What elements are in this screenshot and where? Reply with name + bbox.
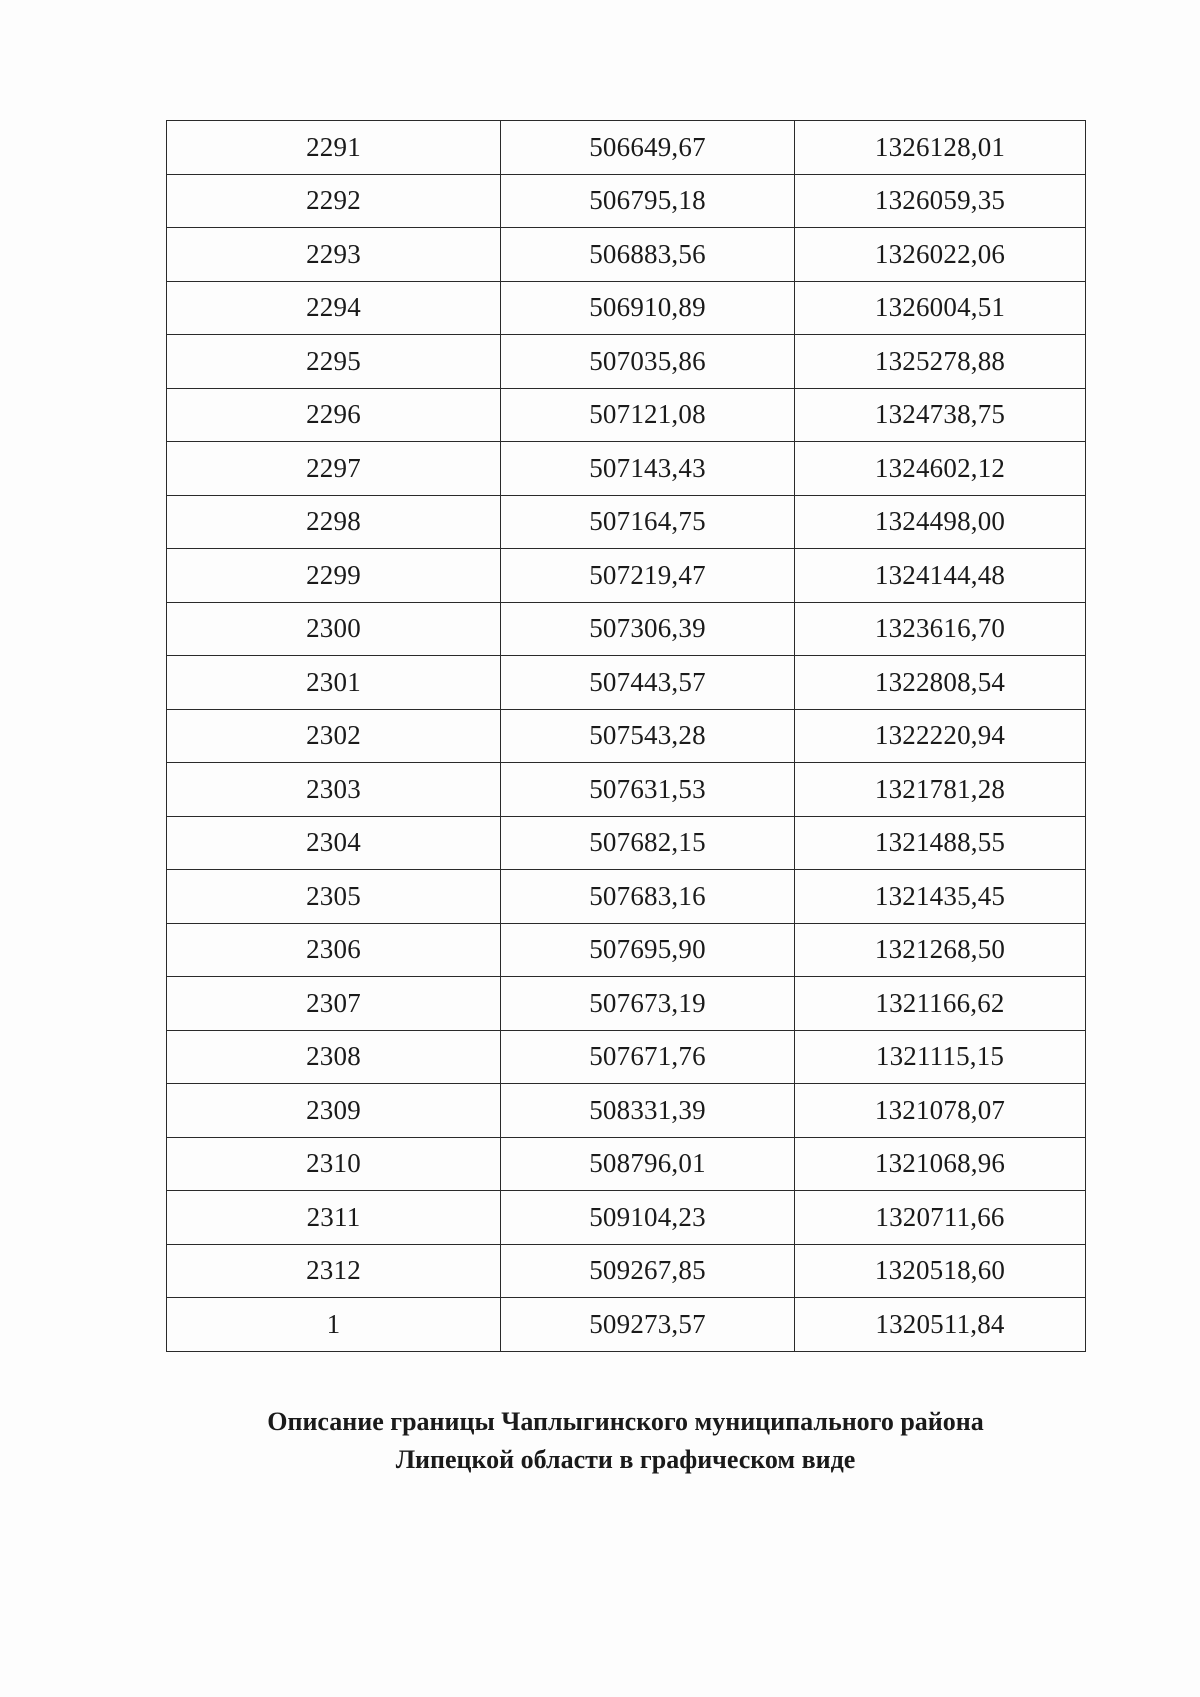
- section-caption: [166, 1403, 1085, 1479]
- point-number-cell: 2294: [167, 281, 501, 335]
- table-row: [167, 1084, 1086, 1138]
- x-coordinate-cell: 507306,39: [501, 602, 795, 656]
- point-number-cell: 1: [167, 1298, 501, 1352]
- y-coordinate-cell: 1326128,01: [795, 121, 1086, 175]
- x-coordinate-cell: 507035,86: [501, 335, 795, 389]
- x-coordinate-cell: 509273,57: [501, 1298, 795, 1352]
- x-coordinate-cell: 506883,56: [501, 228, 795, 282]
- table-row: [167, 549, 1086, 603]
- y-coordinate-cell: 1326059,35: [795, 174, 1086, 228]
- table-row: [167, 1137, 1086, 1191]
- table-row: [167, 1030, 1086, 1084]
- y-coordinate-cell: 1322220,94: [795, 709, 1086, 763]
- point-number-cell: 2303: [167, 763, 501, 817]
- x-coordinate-cell: 507543,28: [501, 709, 795, 763]
- point-number-cell: 2308: [167, 1030, 501, 1084]
- x-coordinate-cell: 507695,90: [501, 923, 795, 977]
- table-row: [167, 174, 1086, 228]
- table-row: [167, 1244, 1086, 1298]
- point-number-cell: 2296: [167, 388, 501, 442]
- table-row: [167, 602, 1086, 656]
- y-coordinate-cell: 1321781,28: [795, 763, 1086, 817]
- point-number-cell: 2292: [167, 174, 501, 228]
- x-coordinate-cell: 506910,89: [501, 281, 795, 335]
- table-row: [167, 228, 1086, 282]
- x-coordinate-cell: 509104,23: [501, 1191, 795, 1245]
- point-number-cell: 2312: [167, 1244, 501, 1298]
- x-coordinate-cell: 507164,75: [501, 495, 795, 549]
- point-number-cell: 2298: [167, 495, 501, 549]
- y-coordinate-cell: 1322808,54: [795, 656, 1086, 710]
- y-coordinate-cell: 1326004,51: [795, 281, 1086, 335]
- y-coordinate-cell: 1320518,60: [795, 1244, 1086, 1298]
- point-number-cell: 2307: [167, 977, 501, 1031]
- x-coordinate-cell: 508331,39: [501, 1084, 795, 1138]
- x-coordinate-cell: 506649,67: [501, 121, 795, 175]
- point-number-cell: 2300: [167, 602, 501, 656]
- point-number-cell: 2293: [167, 228, 501, 282]
- x-coordinate-cell: 506795,18: [501, 174, 795, 228]
- caption-line-2: Липецкой области в графическом виде: [395, 1445, 856, 1474]
- table-row: [167, 656, 1086, 710]
- coordinates-table-body: [167, 121, 1086, 1352]
- table-row: [167, 870, 1086, 924]
- y-coordinate-cell: 1324738,75: [795, 388, 1086, 442]
- coordinates-table: [166, 120, 1086, 1352]
- y-coordinate-cell: 1321068,96: [795, 1137, 1086, 1191]
- y-coordinate-cell: 1323616,70: [795, 602, 1086, 656]
- y-coordinate-cell: 1320711,66: [795, 1191, 1086, 1245]
- point-number-cell: 2301: [167, 656, 501, 710]
- y-coordinate-cell: 1321435,45: [795, 870, 1086, 924]
- y-coordinate-cell: 1320511,84: [795, 1298, 1086, 1352]
- y-coordinate-cell: 1321268,50: [795, 923, 1086, 977]
- x-coordinate-cell: 507121,08: [501, 388, 795, 442]
- y-coordinate-cell: 1321078,07: [795, 1084, 1086, 1138]
- x-coordinate-cell: 509267,85: [501, 1244, 795, 1298]
- x-coordinate-cell: 507143,43: [501, 442, 795, 496]
- x-coordinate-cell: 507631,53: [501, 763, 795, 817]
- y-coordinate-cell: 1321488,55: [795, 816, 1086, 870]
- table-row: [167, 281, 1086, 335]
- x-coordinate-cell: 507671,76: [501, 1030, 795, 1084]
- point-number-cell: 2297: [167, 442, 501, 496]
- point-number-cell: 2304: [167, 816, 501, 870]
- table-row: [167, 709, 1086, 763]
- y-coordinate-cell: 1326022,06: [795, 228, 1086, 282]
- x-coordinate-cell: 507683,16: [501, 870, 795, 924]
- table-row: [167, 763, 1086, 817]
- table-row: [167, 495, 1086, 549]
- point-number-cell: 2299: [167, 549, 501, 603]
- table-row: [167, 977, 1086, 1031]
- table-row: [167, 388, 1086, 442]
- y-coordinate-cell: 1324144,48: [795, 549, 1086, 603]
- x-coordinate-cell: 507443,57: [501, 656, 795, 710]
- x-coordinate-cell: 508796,01: [501, 1137, 795, 1191]
- table-row: [167, 1298, 1086, 1352]
- point-number-cell: 2311: [167, 1191, 501, 1245]
- point-number-cell: 2305: [167, 870, 501, 924]
- point-number-cell: 2309: [167, 1084, 501, 1138]
- y-coordinate-cell: 1324498,00: [795, 495, 1086, 549]
- x-coordinate-cell: 507682,15: [501, 816, 795, 870]
- table-row: [167, 442, 1086, 496]
- table-row: [167, 816, 1086, 870]
- table-row: [167, 121, 1086, 175]
- y-coordinate-cell: 1324602,12: [795, 442, 1086, 496]
- point-number-cell: 2302: [167, 709, 501, 763]
- caption-line-1: Описание границы Чаплыгинского муниципального района: [267, 1407, 984, 1436]
- table-row: [167, 923, 1086, 977]
- x-coordinate-cell: 507673,19: [501, 977, 795, 1031]
- y-coordinate-cell: 1325278,88: [795, 335, 1086, 389]
- point-number-cell: 2310: [167, 1137, 501, 1191]
- point-number-cell: 2291: [167, 121, 501, 175]
- point-number-cell: 2295: [167, 335, 501, 389]
- table-row: [167, 335, 1086, 389]
- y-coordinate-cell: 1321166,62: [795, 977, 1086, 1031]
- y-coordinate-cell: 1321115,15: [795, 1030, 1086, 1084]
- x-coordinate-cell: 507219,47: [501, 549, 795, 603]
- table-row: [167, 1191, 1086, 1245]
- point-number-cell: 2306: [167, 923, 501, 977]
